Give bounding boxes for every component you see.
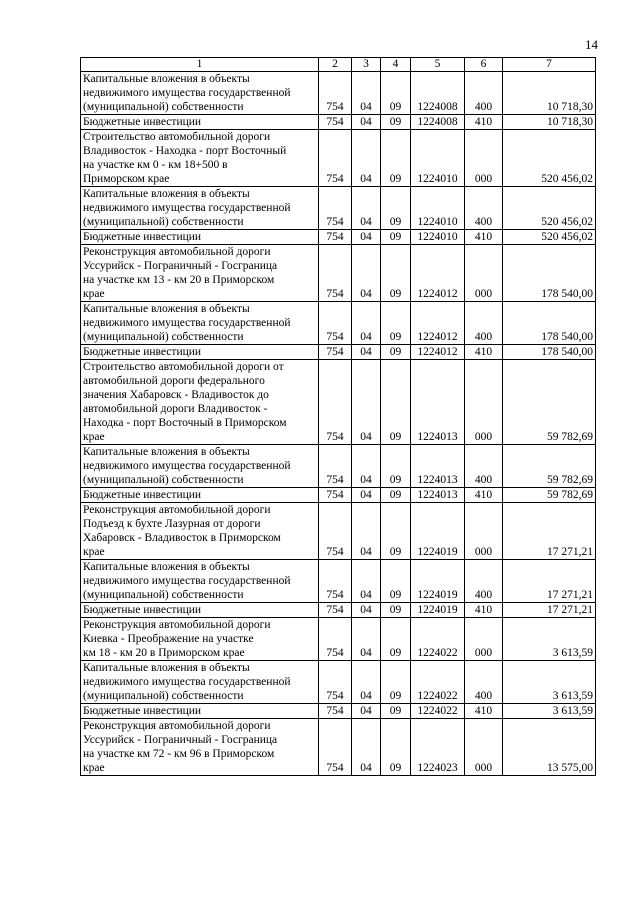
section-cell: 04 bbox=[352, 345, 381, 360]
expense-type-cell: 400 bbox=[465, 445, 503, 488]
subsection-cell: 09 bbox=[381, 503, 411, 560]
ved-cell: 754 bbox=[319, 603, 352, 618]
subsection-cell: 09 bbox=[381, 345, 411, 360]
expense-type-cell: 000 bbox=[465, 360, 503, 445]
sum-cell: 3 613,59 bbox=[503, 661, 596, 704]
ved-cell: 754 bbox=[319, 130, 352, 187]
section-cell: 04 bbox=[352, 187, 381, 230]
row-name-line: Реконструкция автомобильной дороги bbox=[83, 504, 271, 516]
row-name-line: крае bbox=[83, 431, 105, 443]
sum-cell: 520 456,02 bbox=[503, 230, 596, 245]
section-cell: 04 bbox=[352, 560, 381, 603]
sum-cell: 59 782,69 bbox=[503, 360, 596, 445]
section-cell: 04 bbox=[352, 130, 381, 187]
expense-type-cell: 000 bbox=[465, 130, 503, 187]
subsection-cell: 09 bbox=[381, 360, 411, 445]
subsection-cell: 09 bbox=[381, 603, 411, 618]
row-name-line: (муниципальной) собственности bbox=[83, 589, 244, 601]
row-name-line: Киевка - Преображение на участке bbox=[83, 633, 254, 645]
expense-type-cell: 000 bbox=[465, 719, 503, 776]
page-number: 14 bbox=[585, 37, 598, 52]
row-name-line: км 18 - км 20 в Приморском крае bbox=[83, 647, 245, 659]
target-article-cell: 1224012 bbox=[411, 245, 465, 302]
row-name-line: Бюджетные инвестиции bbox=[83, 604, 202, 616]
row-name-cell bbox=[81, 704, 319, 719]
subsection-cell: 09 bbox=[381, 245, 411, 302]
row-name-line: автомобильной дороги федерального bbox=[83, 375, 265, 387]
subsection-cell: 09 bbox=[381, 719, 411, 776]
ved-cell: 754 bbox=[319, 345, 352, 360]
sum-cell: 178 540,00 bbox=[503, 345, 596, 360]
sum-cell: 59 782,69 bbox=[503, 488, 596, 503]
row-name-cell bbox=[81, 445, 319, 488]
sum-cell: 59 782,69 bbox=[503, 445, 596, 488]
ved-cell: 754 bbox=[319, 661, 352, 704]
expense-type-cell: 410 bbox=[465, 488, 503, 503]
table-row bbox=[81, 603, 596, 618]
target-article-cell: 1224013 bbox=[411, 445, 465, 488]
table-header-row bbox=[81, 58, 596, 72]
row-name-line: крае bbox=[83, 762, 105, 774]
target-article-cell: 1224008 bbox=[411, 115, 465, 130]
sum-cell: 520 456,02 bbox=[503, 130, 596, 187]
row-name-line: недвижимого имущества государственной bbox=[83, 676, 291, 688]
table-row bbox=[81, 72, 596, 115]
section-cell: 04 bbox=[352, 445, 381, 488]
column-header-sum: 7 bbox=[503, 58, 596, 72]
ved-cell: 754 bbox=[319, 115, 352, 130]
row-name-cell bbox=[81, 302, 319, 345]
target-article-cell: 1224008 bbox=[411, 72, 465, 115]
ved-cell: 754 bbox=[319, 488, 352, 503]
section-cell: 04 bbox=[352, 603, 381, 618]
row-name-cell bbox=[81, 72, 319, 115]
row-name-line: Бюджетные инвестиции bbox=[83, 346, 202, 358]
target-article-cell: 1224022 bbox=[411, 661, 465, 704]
sum-cell: 3 613,59 bbox=[503, 618, 596, 661]
table-row bbox=[81, 360, 596, 445]
subsection-cell: 09 bbox=[381, 72, 411, 115]
section-cell: 04 bbox=[352, 488, 381, 503]
subsection-cell: 09 bbox=[381, 187, 411, 230]
row-name-line: (муниципальной) собственности bbox=[83, 216, 244, 228]
row-name-line: Капитальные вложения в объекты bbox=[83, 73, 250, 85]
table-row bbox=[81, 661, 596, 704]
row-name-line: Капитальные вложения в объекты bbox=[83, 561, 250, 573]
row-name-cell bbox=[81, 360, 319, 445]
expense-type-cell: 410 bbox=[465, 603, 503, 618]
sum-cell: 178 540,00 bbox=[503, 302, 596, 345]
ved-cell: 754 bbox=[319, 230, 352, 245]
target-article-cell: 1224019 bbox=[411, 503, 465, 560]
row-name-cell bbox=[81, 719, 319, 776]
target-article-cell: 1224019 bbox=[411, 603, 465, 618]
row-name-line: значения Хабаровск - Владивосток до bbox=[83, 389, 269, 401]
expense-type-cell: 410 bbox=[465, 345, 503, 360]
subsection-cell: 09 bbox=[381, 130, 411, 187]
subsection-cell: 09 bbox=[381, 704, 411, 719]
sum-cell: 17 271,21 bbox=[503, 503, 596, 560]
expense-type-cell: 410 bbox=[465, 230, 503, 245]
target-article-cell: 1224012 bbox=[411, 302, 465, 345]
subsection-cell: 09 bbox=[381, 661, 411, 704]
expense-type-cell: 000 bbox=[465, 618, 503, 661]
expense-type-cell: 000 bbox=[465, 503, 503, 560]
sum-cell: 10 718,30 bbox=[503, 115, 596, 130]
sum-cell: 17 271,21 bbox=[503, 560, 596, 603]
target-article-cell: 1224019 bbox=[411, 560, 465, 603]
table-body bbox=[81, 72, 596, 776]
target-article-cell: 1224010 bbox=[411, 187, 465, 230]
budget-table bbox=[80, 57, 596, 776]
sum-cell: 17 271,21 bbox=[503, 603, 596, 618]
expense-type-cell: 400 bbox=[465, 302, 503, 345]
column-header-name: 1 bbox=[81, 58, 319, 72]
table-row bbox=[81, 302, 596, 345]
subsection-cell: 09 bbox=[381, 445, 411, 488]
row-name-line: автомобильной дороги Владивосток - bbox=[83, 403, 268, 415]
subsection-cell: 09 bbox=[381, 488, 411, 503]
ved-cell: 754 bbox=[319, 245, 352, 302]
row-name-line: крае bbox=[83, 546, 105, 558]
row-name-line: недвижимого имущества государственной bbox=[83, 202, 291, 214]
row-name-cell bbox=[81, 187, 319, 230]
section-cell: 04 bbox=[352, 360, 381, 445]
row-name-line: (муниципальной) собственности bbox=[83, 690, 244, 702]
subsection-cell: 09 bbox=[381, 115, 411, 130]
row-name-line: (муниципальной) собственности bbox=[83, 331, 244, 343]
section-cell: 04 bbox=[352, 302, 381, 345]
row-name-line: Подъезд к бухте Лазурная от дороги bbox=[83, 518, 261, 530]
column-header-subsection: 4 bbox=[381, 58, 411, 72]
target-article-cell: 1224010 bbox=[411, 230, 465, 245]
row-name-line: крае bbox=[83, 288, 105, 300]
target-article-cell: 1224022 bbox=[411, 618, 465, 661]
table-row bbox=[81, 130, 596, 187]
row-name-line: Находка - порт Восточный в Приморском bbox=[83, 417, 287, 429]
row-name-cell bbox=[81, 345, 319, 360]
table-row bbox=[81, 488, 596, 503]
expense-type-cell: 400 bbox=[465, 661, 503, 704]
table-row bbox=[81, 719, 596, 776]
row-name-line: Капитальные вложения в объекты bbox=[83, 303, 250, 315]
row-name-line: Хабаровск - Владивосток в Приморском bbox=[83, 532, 281, 544]
ved-cell: 754 bbox=[319, 302, 352, 345]
table-row bbox=[81, 618, 596, 661]
section-cell: 04 bbox=[352, 245, 381, 302]
column-header-section: 3 bbox=[352, 58, 381, 72]
expense-type-cell: 400 bbox=[465, 560, 503, 603]
target-article-cell: 1224023 bbox=[411, 719, 465, 776]
target-article-cell: 1224022 bbox=[411, 704, 465, 719]
ved-cell: 754 bbox=[319, 360, 352, 445]
row-name-line: Капитальные вложения в объекты bbox=[83, 662, 250, 674]
row-name-line: Бюджетные инвестиции bbox=[83, 489, 202, 501]
ved-cell: 754 bbox=[319, 445, 352, 488]
row-name-cell bbox=[81, 661, 319, 704]
column-header-expense-type: 6 bbox=[465, 58, 503, 72]
ved-cell: 754 bbox=[319, 187, 352, 230]
row-name-line: Уссурийск - Пограничный - Госграница bbox=[83, 260, 278, 272]
row-name-line: Бюджетные инвестиции bbox=[83, 231, 202, 243]
target-article-cell: 1224012 bbox=[411, 345, 465, 360]
row-name-line: Уссурийск - Пограничный - Госграница bbox=[83, 734, 278, 746]
ved-cell: 754 bbox=[319, 503, 352, 560]
expense-type-cell: 410 bbox=[465, 704, 503, 719]
row-name-cell bbox=[81, 603, 319, 618]
ved-cell: 754 bbox=[319, 72, 352, 115]
row-name-line: Бюджетные инвестиции bbox=[83, 116, 202, 128]
section-cell: 04 bbox=[352, 618, 381, 661]
row-name-line: Строительство автомобильной дороги от bbox=[83, 361, 284, 373]
ved-cell: 754 bbox=[319, 618, 352, 661]
row-name-cell bbox=[81, 245, 319, 302]
table-row bbox=[81, 503, 596, 560]
row-name-line: Реконструкция автомобильной дороги bbox=[83, 246, 271, 258]
row-name-cell bbox=[81, 560, 319, 603]
row-name-line: недвижимого имущества государственной bbox=[83, 460, 291, 472]
column-header-target: 5 bbox=[411, 58, 465, 72]
sum-cell: 13 575,00 bbox=[503, 719, 596, 776]
row-name-line: на участке км 13 - км 20 в Приморском bbox=[83, 274, 275, 286]
table-row bbox=[81, 245, 596, 302]
row-name-line: Бюджетные инвестиции bbox=[83, 705, 202, 717]
section-cell: 04 bbox=[352, 72, 381, 115]
row-name-line: Капитальные вложения в объекты bbox=[83, 446, 250, 458]
table-row bbox=[81, 560, 596, 603]
subsection-cell: 09 bbox=[381, 302, 411, 345]
row-name-cell bbox=[81, 488, 319, 503]
row-name-line: на участке км 72 - км 96 в Приморском bbox=[83, 748, 275, 760]
sum-cell: 3 613,59 bbox=[503, 704, 596, 719]
row-name-line: Строительство автомобильной дороги bbox=[83, 131, 271, 143]
row-name-line: (муниципальной) собственности bbox=[83, 101, 244, 113]
row-name-line: Капитальные вложения в объекты bbox=[83, 188, 250, 200]
sum-cell: 178 540,00 bbox=[503, 245, 596, 302]
row-name-line: недвижимого имущества государственной bbox=[83, 317, 291, 329]
row-name-line: Владивосток - Находка - порт Восточный bbox=[83, 145, 287, 157]
row-name-line: Реконструкция автомобильной дороги bbox=[83, 619, 271, 631]
column-header-ved: 2 bbox=[319, 58, 352, 72]
section-cell: 04 bbox=[352, 704, 381, 719]
expense-type-cell: 400 bbox=[465, 187, 503, 230]
section-cell: 04 bbox=[352, 503, 381, 560]
row-name-line: на участке км 0 - км 18+500 в bbox=[83, 159, 228, 171]
ved-cell: 754 bbox=[319, 560, 352, 603]
section-cell: 04 bbox=[352, 115, 381, 130]
row-name-cell bbox=[81, 503, 319, 560]
section-cell: 04 bbox=[352, 661, 381, 704]
target-article-cell: 1224013 bbox=[411, 488, 465, 503]
subsection-cell: 09 bbox=[381, 618, 411, 661]
sum-cell: 520 456,02 bbox=[503, 187, 596, 230]
row-name-line: (муниципальной) собственности bbox=[83, 474, 244, 486]
expense-type-cell: 400 bbox=[465, 72, 503, 115]
row-name-line: недвижимого имущества государственной bbox=[83, 87, 291, 99]
subsection-cell: 09 bbox=[381, 560, 411, 603]
table-row bbox=[81, 230, 596, 245]
row-name-line: Реконструкция автомобильной дороги bbox=[83, 720, 271, 732]
table-row bbox=[81, 704, 596, 719]
table-row bbox=[81, 345, 596, 360]
table-row bbox=[81, 187, 596, 230]
sum-cell: 10 718,30 bbox=[503, 72, 596, 115]
target-article-cell: 1224010 bbox=[411, 130, 465, 187]
ved-cell: 754 bbox=[319, 719, 352, 776]
row-name-cell bbox=[81, 618, 319, 661]
section-cell: 04 bbox=[352, 719, 381, 776]
expense-type-cell: 410 bbox=[465, 115, 503, 130]
section-cell: 04 bbox=[352, 230, 381, 245]
row-name-line: Приморском крае bbox=[83, 173, 170, 185]
ved-cell: 754 bbox=[319, 704, 352, 719]
row-name-cell bbox=[81, 130, 319, 187]
table-row bbox=[81, 115, 596, 130]
subsection-cell: 09 bbox=[381, 230, 411, 245]
target-article-cell: 1224013 bbox=[411, 360, 465, 445]
row-name-cell bbox=[81, 115, 319, 130]
row-name-line: недвижимого имущества государственной bbox=[83, 575, 291, 587]
row-name-cell bbox=[81, 230, 319, 245]
expense-type-cell: 000 bbox=[465, 245, 503, 302]
table-row bbox=[81, 445, 596, 488]
